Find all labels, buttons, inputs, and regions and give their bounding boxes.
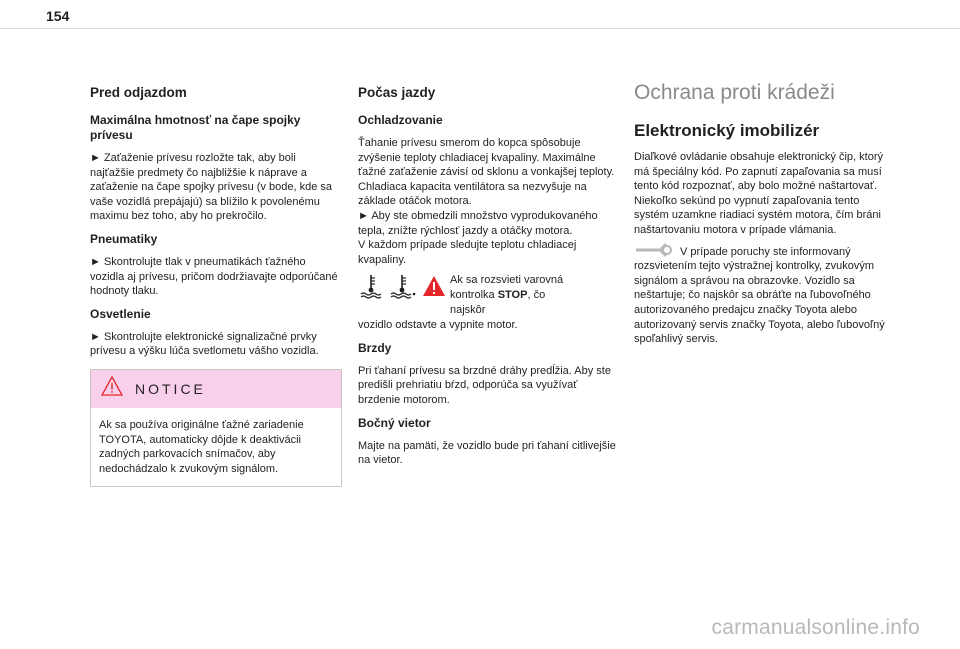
paragraph: ► Skontrolujte elektronické signalizačné prvky prívesu a výšku lúča svetlometu vášho vozidla. xyxy=(90,330,319,358)
column-anti-theft xyxy=(634,80,894,355)
coolant-level-icon xyxy=(388,273,418,304)
column-while-driving xyxy=(358,84,620,476)
top-divider xyxy=(0,28,960,29)
subsection-title: Bočný vietor xyxy=(358,415,431,430)
page-number: 154 xyxy=(46,8,70,24)
warning-text: Ak sa rozsvieti varovná kontrolka STOP, čo najskôr xyxy=(450,274,564,316)
watermark: carmanualsonline.info xyxy=(711,616,920,639)
notice-title: NOTICE xyxy=(135,380,206,397)
coolant-temperature-icon xyxy=(358,273,384,304)
warning-triangle-icon xyxy=(101,376,123,401)
subsection-title: Ochladzovanie xyxy=(358,113,443,127)
paragraph: Ťahanie prívesu smerom do kopca spôsobuje zvýšenie teploty chladiacej kvapaliny. Maximálne ťažné zaťaženie závisí od sklonu a vonkajšej teploty. Chladiaca kapacita ventilátora sa nezvyšuje na základe otáčok motora. ► Aby ste obmedzili množstvo vyprodukovaného tepla, znížte rýchlosť jazdy a otáčky motora. V každom prípade sledujte teplotu chladiacej kvapaliny. xyxy=(358,137,615,266)
paragraph: Majte na pamäti, že vozidlo bude pri ťahaní citlivejšie na vietor. xyxy=(358,439,616,467)
paragraph: Pri ťahaní prívesu sa brzdné dráhy predĺžia. Aby ste predišli prehriatiu bŕzd, odporúča sa využívať brzdenie motorom. xyxy=(358,364,611,406)
section-title: Pred odjazdom xyxy=(90,85,187,100)
notice-box xyxy=(90,369,342,487)
subsection-title: Osvetlenie xyxy=(90,306,151,321)
subsection-title: Brzdy xyxy=(358,340,392,355)
section-title: Elektronický imobilizér xyxy=(634,121,820,140)
warning-triangle-icon xyxy=(422,275,446,302)
chapter-title: Ochrana proti krádeži xyxy=(634,81,835,104)
paragraph: V prípade poruchy ste informovaný rozsvietením tejto výstražnej kontrolky, zvukovým signálom a správou na obrazovke. Vozidlo sa neštartuje; čo najskôr sa obráťte na ľubovoľného autorizovaného predajcu značky Toyota alebo autorizovaný servis značky Toyota, alebo ľubovoľný spoľahlivý servis. xyxy=(634,245,885,346)
warning-lights-row xyxy=(358,273,620,317)
subsection-title: Maximálna hmotnosť na čape spojky prívesu xyxy=(90,113,301,142)
notice-text: Ak sa používa originálne ťažné zariadenie TOYOTA, automaticky dôjde k deaktivácii zadných parkovacích snímačov, aby nedochádzalo k zvukovým signálom. xyxy=(99,418,304,475)
paragraph: Diaľkové ovládanie obsahuje elektronický čip, ktorý má špeciálny kód. Po zapnutí zapaľovania sa musí tento kód rozpoznať, aby bolo možné naštartovať. Niekoľko sekúnd po vypnutí zapaľovania tento systém uzamkne riadiaci systém motora, čím bráni naštartovaniu motora v prípade vlámania. xyxy=(634,151,884,236)
notice-header xyxy=(91,370,341,408)
paragraph: ► Skontrolujte tlak v pneumatikách ťažného vozidla aj prívesu, pričom dodržiavajte odporúčané hodnoty tlaku. xyxy=(90,255,338,298)
subsection-title: Pneumatiky xyxy=(90,231,158,246)
warning-text-continued: vozidlo odstavte a vypnite motor. xyxy=(358,319,518,332)
column-before-departure xyxy=(90,84,342,487)
paragraph: ► Zaťaženie prívesu rozložte tak, aby boli najťažšie predmety čo najbližšie k náprave a zaťaženie na čape spojky prívesu (v bode, kde sa vaše vozidlá prepájajú) sa blížilo k povolenému maximu bez toho, aby ho prekročilo. xyxy=(90,152,332,223)
section-title: Počas jazdy xyxy=(358,85,436,100)
